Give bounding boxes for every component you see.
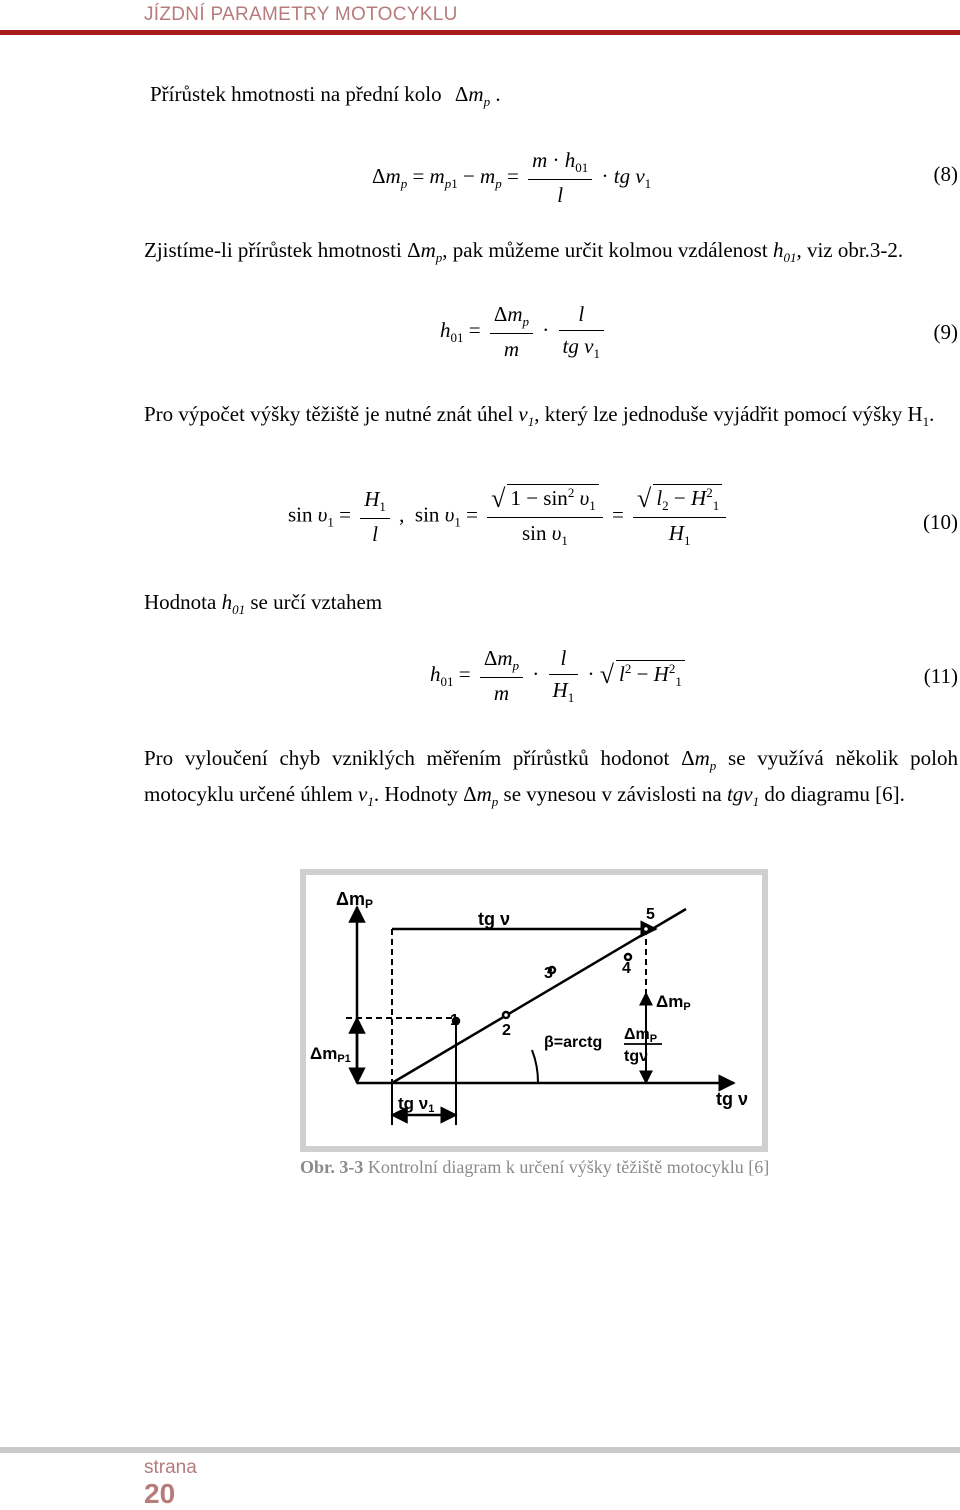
dmp1-label: ΔmP1 bbox=[310, 1044, 351, 1065]
vylouceni-text-e: do diagramu [6]. bbox=[764, 782, 905, 807]
vylouceni-text-d: se vynesou v závislosti na bbox=[503, 782, 722, 807]
point-2 bbox=[503, 1012, 509, 1018]
diagram-svg bbox=[306, 875, 762, 1146]
vylouceni-text-b: se využívá několik poloh motocyklu určené úhlem bbox=[144, 746, 959, 807]
hodnota-text-b: se určí vztahem bbox=[250, 590, 383, 614]
equation-10: $\sin \upsilon_1$ = $\frac{H_1}{l}$ , $\sin \upsilon_1$ = $\frac{√ 1 - \sin^2 \upsilon_1}{\sin \upsilon_1}$ = $\frac{√ l_2 - H^2_1}{H_1}$ bbox=[288, 484, 730, 549]
beta-arc bbox=[532, 1050, 538, 1083]
zjistime-text-c: , viz obr.3-2. bbox=[796, 238, 904, 262]
footer-rule bbox=[0, 1447, 960, 1453]
beta-label: β=arctg bbox=[544, 1034, 603, 1051]
zjistime-text-b: , pak můžeme určit kolmou vzdálenost bbox=[442, 238, 768, 262]
beta-fraction-num: ΔmP bbox=[624, 1026, 658, 1045]
control-diagram-figure bbox=[300, 869, 768, 1152]
paragraph-vypocet: Pro výpočet výšky těžiště je nutné znát úhel $\nu_1$, který lze jednoduše vyjádřit pomocí výšky $H_1$. bbox=[144, 402, 935, 430]
equation-number-9: (9) bbox=[933, 320, 958, 344]
point-label-1: 1 bbox=[450, 1012, 459, 1029]
running-header: JÍZDNÍ PARAMETRY MOTOCYKLU bbox=[144, 4, 458, 25]
equation-9: $h_{01}$ = $\frac{\Delta m_p}{m}$ · $\frac{l}{tg \nu_1}$ bbox=[440, 302, 608, 362]
equation-11: $h_{01}$ = $\frac{\Delta m_p}{m}$ · $\frac{l}{H_1}$ · √ $l^2 - H^2_1$ bbox=[430, 646, 685, 706]
figure-caption bbox=[300, 1157, 769, 1178]
y-axis-label: ΔmP bbox=[336, 889, 373, 911]
tgv1-label: tg ν1 bbox=[398, 1094, 435, 1115]
point-5 bbox=[643, 926, 649, 932]
caption-label: Obr. 3-3 bbox=[300, 1157, 364, 1177]
equation-number-10: (10) bbox=[923, 510, 958, 534]
point-label-2: 2 bbox=[502, 1022, 511, 1039]
footer-page-number: 20 bbox=[144, 1478, 176, 1509]
header-rule bbox=[0, 30, 960, 35]
beta-fraction-den: tgν bbox=[624, 1048, 648, 1065]
footer-page-label: strana bbox=[144, 1457, 197, 1478]
x-axis-label: tg ν bbox=[716, 1089, 749, 1109]
intro-paragraph: Přírůstek hmotnosti na přední kolo $\Delta m_p$ . bbox=[150, 82, 501, 110]
equation-number-11: (11) bbox=[923, 664, 958, 688]
vypocet-text-a: Pro výpočet výšky těžiště je nutné znát úhel bbox=[144, 402, 514, 426]
paragraph-zjistime: Zjistíme-li přírůstek hmotnosti $\Delta m_p$, pak můžeme určit kolmou vzdálenost $h_{01}$, viz obr.3-2. bbox=[144, 238, 904, 266]
vylouceni-text-c: . Hodnoty bbox=[373, 782, 458, 807]
vylouceni-text-a: Pro vyloučení chyb vzniklých měřením přírůstků hodonot bbox=[144, 746, 670, 770]
top-axis-label: tg ν bbox=[478, 909, 511, 929]
zjistime-text-a: Zjistíme-li přírůstek hmotnosti bbox=[144, 238, 402, 262]
dmp-label: ΔmP bbox=[656, 992, 691, 1013]
paragraph-vylouceni: Pro vyloučení chyb vzniklých měřením přírůstků hodonot $\Delta m_p$ se využívá několik poloh motocyklu určené úhlem $\nu_1$. Hodnoty $\Delta m_p$ se vynesou v závislosti na tgν$_1$ do diagramu [6]. bbox=[144, 746, 959, 810]
intro-text: Přírůstek hmotnosti na přední kolo bbox=[150, 82, 442, 106]
equation-number-8: (8) bbox=[933, 162, 958, 186]
point-label-3: 3 bbox=[544, 965, 553, 982]
hodnota-text-a: Hodnota bbox=[144, 590, 217, 614]
caption-text: Kontrolní diagram k určení výšky těžiště motocyklu [6] bbox=[367, 1157, 770, 1177]
vypocet-text-b: , který lze jednoduše vyjádřit pomocí výšky H bbox=[534, 402, 923, 426]
point-label-4: 4 bbox=[622, 960, 631, 977]
point-label-5: 5 bbox=[646, 906, 655, 923]
paragraph-hodnota: Hodnota $h_{01}$ se určí vztahem bbox=[144, 590, 383, 618]
equation-8: $\Delta m_p = m_{p1} - m_p$ = $\frac{m \cdot h_{01}}{l}$ · tg $\nu_1$ bbox=[372, 148, 652, 208]
